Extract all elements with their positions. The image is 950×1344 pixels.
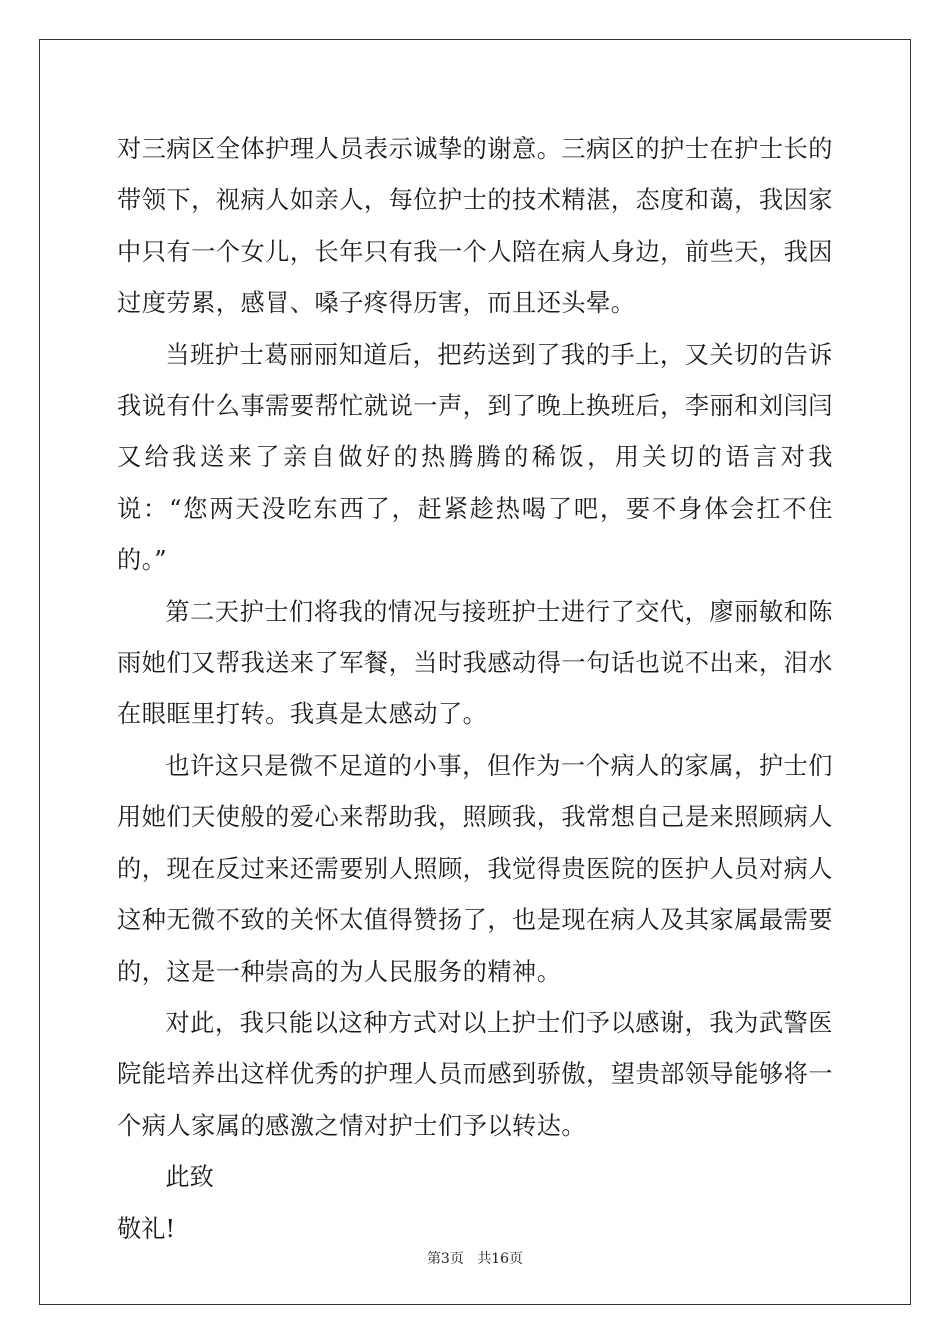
paragraph-4: 也许这只是微不足道的小事，但作为一个病人的家属，护士们用她们天使般的爱心来帮助我，照顾我，我常想自己是来照顾病人的，现在反过来还需要别人照顾，我觉得贵医院的医护人员对病人这种无微不致的关怀太值得赞扬了，也是现在病人及其家属最需要的，这是一种崇高的为人民服务的精神。: [117, 751, 833, 986]
page-number: 第3页: [426, 1251, 464, 1267]
paragraph-2: 当班护士葛丽丽知道后，把药送到了我的手上，又关切的告诉我说有什么事需要帮忙就说一声，到了晚上换班后，李丽和刘闫闫又给我送来了亲自做好的热腾腾的稀饭，用关切的语言对我说：“您两天没吃东西了，赶紧趁热喝了吧，要不身体会扛不住的。”: [117, 340, 833, 575]
paragraph-5: 对此，我只能以这种方式对以上护士们予以感谢，我为武警医院能培养出这样优秀的护理人员而感到骄傲，望贵部领导能够将一个病人家属的感激之情对护士们予以转达。: [117, 1008, 833, 1140]
salutation-line: 敬礼!: [117, 1214, 176, 1243]
closing-line: 此致: [165, 1163, 214, 1192]
page-footer: [0, 1248, 950, 1268]
paragraph-3: 第二天护士们将我的情况与接班护士进行了交代，廖丽敏和陈雨她们又帮我送来了军餐，当时我感动得一句话也说不出来，泪水在眼眶里打转。我真是太感动了。: [117, 597, 833, 729]
page-total: 共16页: [477, 1251, 524, 1267]
letter-body: [117, 124, 833, 1255]
paragraph-1: 对三病区全体护理人员表示诚挚的谢意。三病区的护士在护士长的带领下，视病人如亲人，每位护士的技术精湛，态度和蔼，我因家中只有一个女儿，长年只有我一个人陪在病人身边，前些天，我因过度劳累，感冒、嗓子疼得历害，而且还头晕。: [117, 135, 833, 318]
